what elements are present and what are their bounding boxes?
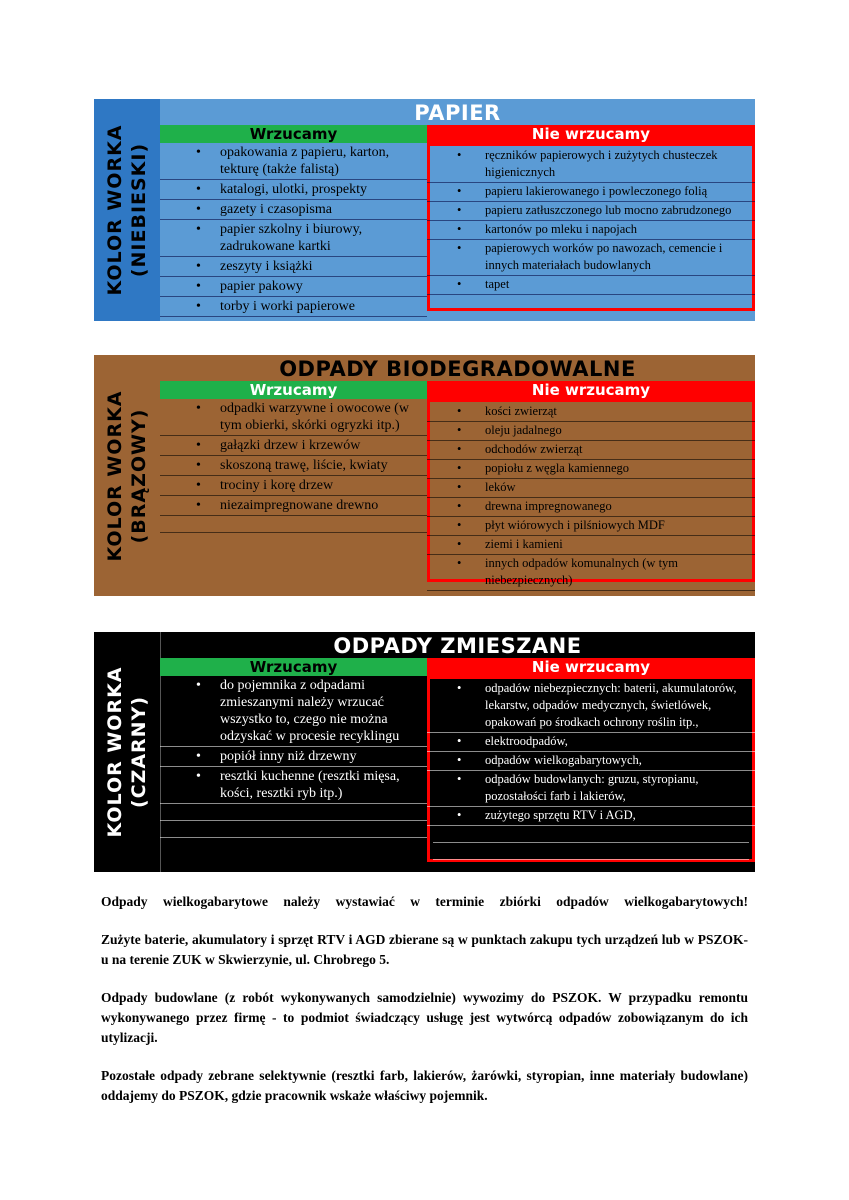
bag-color-label [94, 355, 160, 596]
list-item: • gazety i czasopisma [160, 200, 427, 220]
list-item: • kartonów po mleku i napojach [427, 221, 755, 240]
accepted-header: Wrzucamy [160, 381, 427, 399]
list-item: • płyt wiórowych i pilśniowych MDF [427, 517, 755, 536]
list-item: • skoszoną trawę, liście, kwiaty [160, 456, 427, 476]
list-item: • popiołu z węgla kamiennego [427, 460, 755, 479]
list-item: • trociny i korę drzew [160, 476, 427, 496]
bag-color-label [94, 632, 161, 872]
accepted-header: Wrzucamy [160, 125, 427, 143]
list-item: • papier pakowy [160, 277, 427, 297]
bag-color-value: (BRĄZOWY) [128, 408, 150, 543]
accepted-header: Wrzucamy [160, 658, 427, 676]
accepted-list [160, 143, 427, 317]
rejected-header: Nie wrzucamy [427, 125, 755, 143]
list-item: • tapet [427, 276, 755, 295]
list-item: • papieru zatłuszczonego lub mocno zabrudzonego [427, 202, 755, 221]
note-paragraph: Odpady wielkogabarytowe należy wystawiać w terminie zbiórki odpadów wielkogabarytowych! [101, 894, 748, 909]
list-item: • papier szkolny i biurowy, zadrukowane kartki [160, 220, 427, 257]
list-item: • zeszyty i książki [160, 257, 427, 277]
list-item: • odpadów wielkogabarytowych, [427, 752, 755, 771]
list-item: • do pojemnika z odpadami zmieszanymi należy wrzucać wszystko to, czego nie można odzyskać w procesie recyklingu [160, 676, 427, 747]
rejected-header: Nie wrzucamy [427, 381, 755, 399]
panel-mixed [94, 632, 755, 872]
list-item: • gałązki drzew i krzewów [160, 436, 427, 456]
rejected-list [427, 399, 755, 591]
panel-title: ODPADY BIODEGRADOWALNE [279, 357, 636, 381]
bag-color-heading: KOLOR WORKA [104, 389, 126, 562]
rejected-list [427, 143, 755, 295]
list-item: • elektroodpadów, [427, 733, 755, 752]
list-item: • odpadów niebezpiecznych: baterii, akumulatorów, lekarstw, odpadów medycznych, świetlówek, opakowań po środkach ochrony roślin itp., [427, 680, 755, 733]
notes-section [101, 892, 748, 1124]
list-item: • leków [427, 479, 755, 498]
panel-bio [94, 355, 755, 596]
list-item: • niezaimpregnowane drewno [160, 496, 427, 516]
list-item: • ziemi i kamieni [427, 536, 755, 555]
bag-color-label [94, 99, 160, 321]
list-item: • zużytego sprzętu RTV i AGD, [427, 807, 755, 826]
rejected-header: Nie wrzucamy [427, 658, 755, 676]
list-item: • drewna impregnowanego [427, 498, 755, 517]
bag-color-heading: KOLOR WORKA [104, 666, 126, 838]
list-item: • odpadów budowlanych: gruzu, styropianu, pozostałości farb i lakierów, [427, 771, 755, 807]
list-item: • opakowania z papieru, karton, tekturę (także falistą) [160, 143, 427, 180]
bag-color-heading: KOLOR WORKA [104, 124, 126, 296]
list-item: • innych odpadów komunalnych (w tym niebezpiecznych) [427, 555, 755, 591]
list-item: • papierowych worków po nawozach, cemencie i innych materiałach budowlanych [427, 240, 755, 276]
list-item: • katalogi, ulotki, prospekty [160, 180, 427, 200]
rejected-list [427, 676, 755, 860]
list-item: • kości zwierząt [427, 403, 755, 422]
note-paragraph: Zużyte baterie, akumulatory i sprzęt RTV i AGD zbierane są w punktach zakupu tych urządzeń lub w PSZOK-u na terenie ZUK w Skwierzynie, ul. Chrobrego 5. [101, 932, 748, 967]
list-item: • odchodów zwierząt [427, 441, 755, 460]
accepted-list [160, 676, 427, 838]
bag-color-value: (CZARNY) [128, 695, 150, 809]
list-item: • papieru lakierowanego i powleczonego folią [427, 183, 755, 202]
accepted-list [160, 399, 427, 533]
note-paragraph: Odpady budowlane (z robót wykonywanych samodzielnie) wywozimy do PSZOK. W przypadku remontu wykonywanego przez firmę - to podmiot świadczący usługę jest wytwórcą odpadów zobowiązanym do ich utylizacji. [101, 990, 748, 1045]
list-item: • popiół inny niż drzewny [160, 747, 427, 767]
panel-papier [94, 99, 755, 321]
bag-color-value: (NIEBIESKI) [128, 142, 150, 278]
panel-title: ODPADY ZMIESZANE [333, 634, 582, 658]
list-item: • torby i worki papierowe [160, 297, 427, 317]
panel-title: PAPIER [414, 101, 501, 125]
list-item: • oleju jadalnego [427, 422, 755, 441]
list-item: • odpadki warzywne i owocowe (w tym obierki, skórki ogryzki itp.) [160, 399, 427, 436]
list-item: • ręczników papierowych i zużytych chusteczek higienicznych [427, 147, 755, 183]
list-item: • resztki kuchenne (resztki mięsa, kości, resztki ryb itp.) [160, 767, 427, 804]
note-paragraph: Pozostałe odpady zebrane selektywnie (resztki farb, lakierów, żarówki, styropian, inne materiały budowlane) oddajemy do PSZOK, gdzie pracownik wskaże właściwy pojemnik. [101, 1068, 748, 1103]
